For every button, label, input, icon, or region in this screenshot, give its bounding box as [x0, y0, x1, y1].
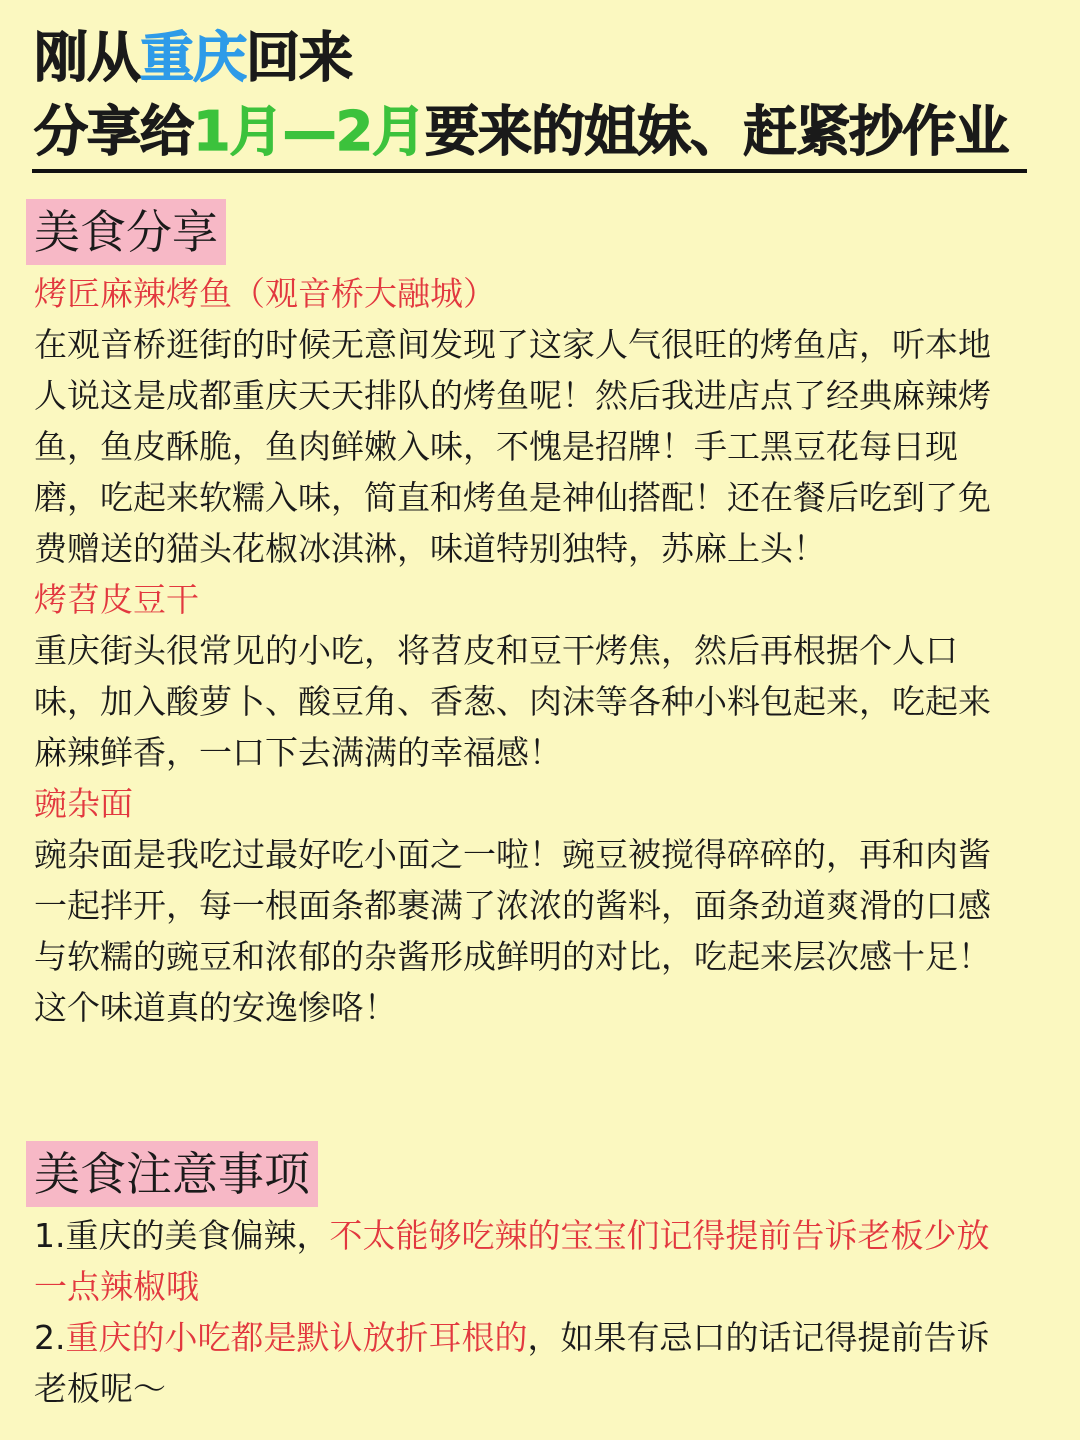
title-line-1-before: 刚从 — [34, 26, 140, 89]
note-text: 2. — [34, 1318, 66, 1357]
food-item-body: 在观音桥逛街的时候无意间发现了这家人气很旺的烤鱼店，听本地人说这是成都重庆天天排队的烤鱼呢！然后我进店点了经典麻辣烤鱼，鱼皮酥脆，鱼肉鲜嫩入味，不愧是招牌！手工黑豆花每日现磨，吃起来软糯入味，简直和烤鱼是神仙搭配！还在餐后吃到了免费赠送的猫头花椒冰淇淋，味道特别独特，苏麻上头！ — [34, 325, 991, 568]
title-line-1 — [34, 26, 1034, 90]
food-item-title: 豌杂面 — [34, 784, 133, 823]
notes-section-content — [34, 1210, 994, 1414]
note-text: 1.重庆的美食偏辣， — [34, 1216, 330, 1255]
title-line-2 — [34, 100, 1034, 164]
note-highlight: 不太能够吃辣的宝宝们记得提前告诉老板少放一点辣椒哦 — [34, 1216, 990, 1306]
title-line-1-highlight: 重庆 — [140, 26, 246, 89]
food-section-content — [34, 268, 994, 1033]
title-line-2-before: 分享给 — [34, 100, 193, 163]
note-highlight: 重庆的小吃都是默认放折耳根的 — [65, 1318, 528, 1357]
note-item — [34, 1312, 994, 1414]
food-item-body: 豌杂面是我吃过最好吃小面之一啦！豌豆被搅得碎碎的，再和肉酱一起拌开，每一根面条都裹满了浓浓的酱料，面条劲道爽滑的口感与软糯的豌豆和浓郁的杂酱形成鲜明的对比，吃起来层次感十足！这个味道真的安逸惨咯！ — [34, 835, 991, 1027]
notes-section-header: 美食注意事项 — [26, 1141, 318, 1207]
title-divider — [32, 169, 1027, 173]
food-item-title: 烤苕皮豆干 — [34, 580, 199, 619]
note-item — [34, 1210, 994, 1312]
title-line-2-after: 要来的姐妹、赶紧抄作业 — [425, 100, 1009, 163]
title-line-1-after: 回来 — [246, 26, 352, 89]
page-title — [34, 26, 1034, 164]
note-text: ，如果有忌口的话记得提前告诉老板呢～ — [34, 1318, 990, 1408]
food-item-body: 重庆街头很常见的小吃，将苕皮和豆干烤焦，然后再根据个人口味，加入酸萝卜、酸豆角、香葱、肉沫等各种小料包起来，吃起来麻辣鲜香，一口下去满满的幸福感！ — [34, 631, 991, 772]
food-section-header: 美食分享 — [26, 199, 226, 265]
food-item-title: 烤匠麻辣烤鱼（观音桥大融城） — [34, 274, 496, 313]
title-line-2-highlight: 1月—2月 — [193, 100, 426, 163]
